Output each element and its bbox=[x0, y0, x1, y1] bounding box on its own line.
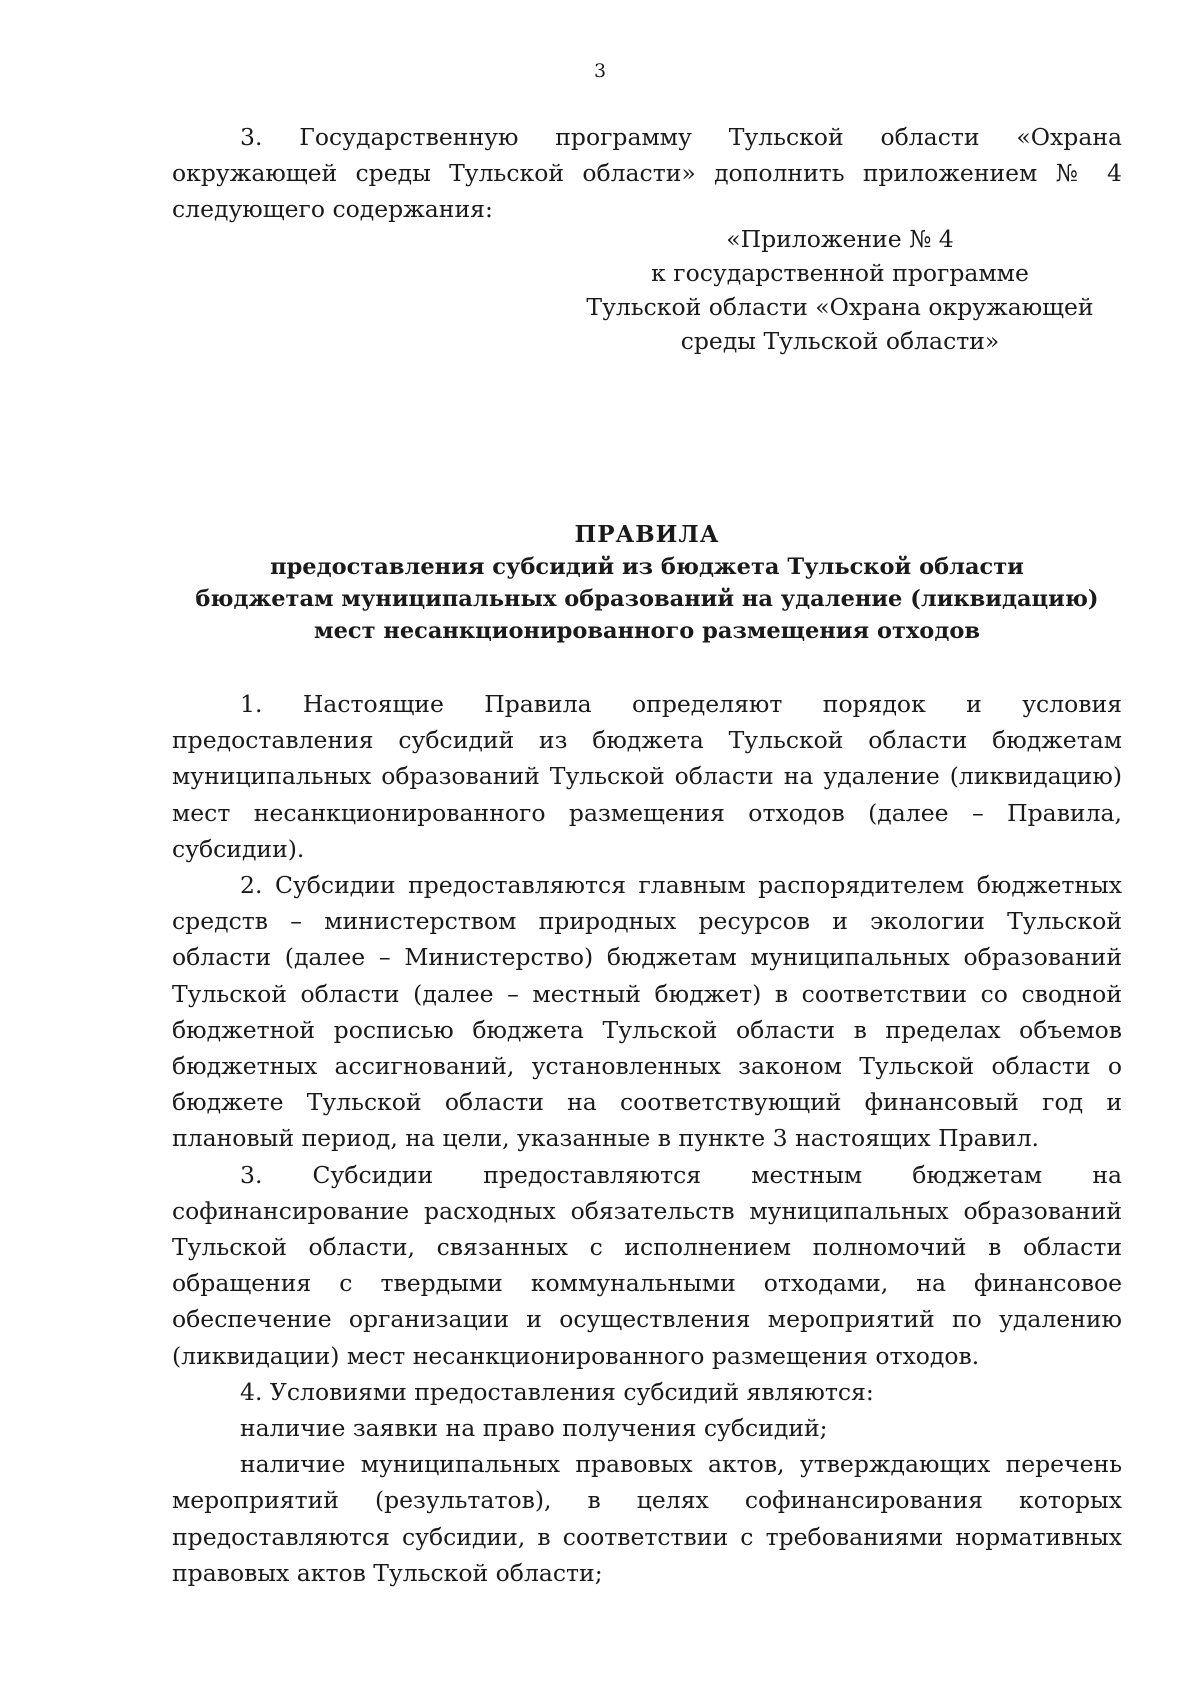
title-subtitle-line: предоставления субсидий из бюджета Тульской области bbox=[270, 554, 1024, 580]
rules-paragraph-1: 1. Настоящие Правила определяют порядок и условия предоставления субсидий из бюджета Тульской области бюджетам муниципальных образований Тульской области на удаление (ликвидацию) мест несанкционированного размещения отходов (далее – Правила, субсидии). bbox=[172, 690, 1122, 863]
rules-condition-item: наличие муниципальных правовых актов, утверждающих перечень мероприятий (результатов), в целях софинансирования которых предоставляются субсидии, в соответствии с требованиями нормативных правовых актов Тульской области; bbox=[172, 1450, 1122, 1587]
rules-condition-item: наличие заявки на право получения субсидий; bbox=[240, 1414, 828, 1443]
document-title bbox=[150, 519, 1144, 647]
appendix-reference bbox=[580, 222, 1100, 358]
rules-body bbox=[172, 686, 1122, 1591]
rules-paragraph-4: 4. Условиями предоставления субсидий являются: bbox=[240, 1377, 874, 1406]
appendix-line: «Приложение № 4 bbox=[726, 225, 954, 253]
appendix-line: среды Тульской области» bbox=[680, 327, 1000, 355]
title-subtitle-line: бюджетам муниципальных образований на удаление (ликвидацию) bbox=[195, 586, 1099, 612]
intro-paragraph: 3. Государственную программу Тульской области «Охрана окружающей среды Тульской области» дополнить приложением № 4 следующего содержания: bbox=[172, 123, 1122, 224]
appendix-line: к государственной программе bbox=[651, 259, 1029, 287]
title-subtitle-line: мест несанкционированного размещения отходов bbox=[314, 618, 980, 644]
page-number: 3 bbox=[593, 60, 607, 82]
rules-paragraph-2: 2. Субсидии предоставляются главным распорядителем бюджетных средств – министерством природных ресурсов и экологии Тульской области (далее – Министерство) бюджетам муниципальных образований Тульской области (далее – местный бюджет) в соответствии со сводной бюджетной росписью бюджета Тульской области в пределах объемов бюджетных ассигнований, установленных законом Тульской области о бюджете Тульской области на соответствующий финансовый год и плановый период, на цели, указанные в пункте 3 настоящих Правил. bbox=[172, 871, 1122, 1153]
title-heading: ПРАВИЛА bbox=[574, 521, 720, 548]
appendix-line: Тульской области «Охрана окружающей bbox=[586, 293, 1094, 321]
rules-paragraph-3: 3. Субсидии предоставляются местным бюджетам на софинансирование расходных обязательств муниципальных образований Тульской области, связанных с исполнением полномочий в области обращения с твердыми коммунальными отходами, на финансовое обеспечение организации и осуществления мероприятий по удалению (ликвидации) мест несанкционированного размещения отходов. bbox=[172, 1160, 1122, 1370]
intro-section bbox=[172, 119, 1122, 228]
